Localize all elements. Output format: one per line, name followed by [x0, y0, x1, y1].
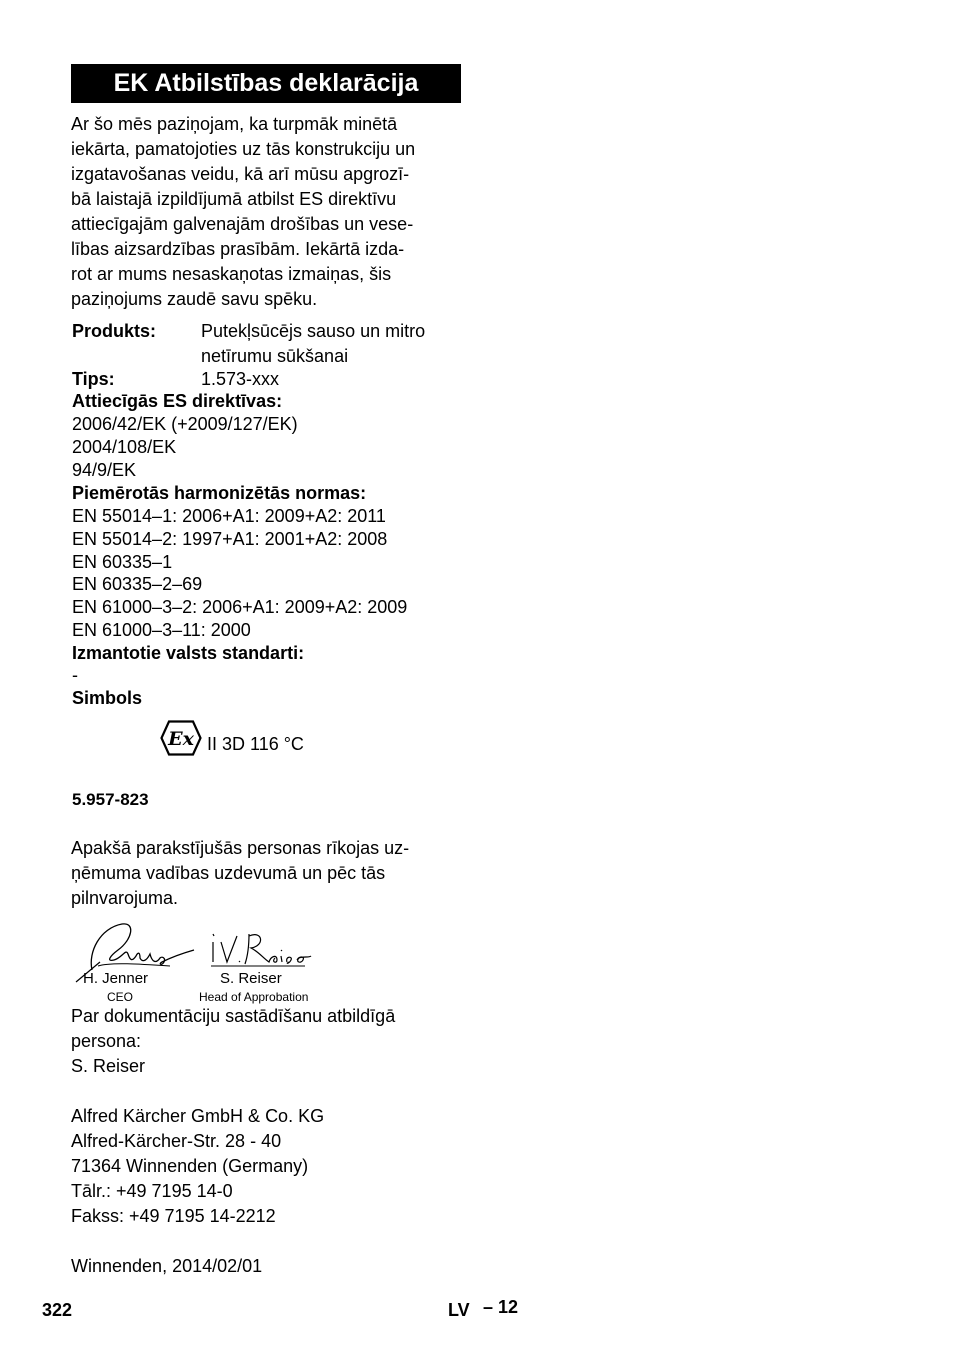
signature-reiser: [205, 928, 315, 973]
directives-heading: Attiecīgās ES direktīvas:: [72, 391, 283, 411]
type-label: Tips:: [72, 369, 115, 389]
company-address: [71, 1104, 324, 1229]
directive-item: 2004/108/EK: [72, 437, 177, 457]
page-title: EK Atbilstības deklarācija: [71, 64, 461, 103]
intro-line: attiecīgajām galvenajām drošības un vese-: [71, 214, 414, 234]
norm-item: EN 55014–1: 2006+A1: 2009+A2: 2011: [72, 506, 386, 526]
norm-item: EN 60335–1: [72, 552, 173, 572]
document-number: 5.957-823: [72, 790, 149, 809]
signers-intro-line: pilnvarojuma.: [71, 888, 179, 908]
product-value-line2: netīrumu sūkšanai: [201, 346, 349, 366]
type-value: 1.573-xxx: [201, 369, 280, 389]
language-code: LV: [448, 1300, 470, 1320]
intro-line: paziņojums zaudē savu spēku.: [71, 289, 318, 309]
signer-name: H. Jenner: [83, 970, 149, 987]
intro-paragraph: [71, 112, 463, 312]
signers-intro-line: ņēmuma vadības uzdevumā un pēc tās: [71, 863, 386, 883]
intro-line: izgatavošanas veidu, kā arī mūsu apgrozī-: [71, 164, 410, 184]
address-line: Tālr.: +49 7195 14-0: [71, 1181, 233, 1201]
page-number: 322: [42, 1300, 73, 1320]
intro-line: bā laistajā izpildījumā atbilst ES direktīvu: [71, 189, 397, 209]
address-line: 71364 Winnenden (Germany): [71, 1156, 309, 1176]
signer-role: Head of Approbation: [199, 990, 309, 1004]
intro-line: rot ar mums nesaskaņotas izmaiņas, šis: [71, 264, 392, 284]
svg-text:Ex: Ex: [168, 728, 194, 750]
intro-line: Ar šo mēs paziņojam, ka turpmāk minētā: [71, 114, 398, 134]
norm-item: EN 61000–3–2: 2006+A1: 2009+A2: 2009: [72, 597, 408, 617]
intro-line: lības aizsardzības prasībām. Iekārtā izda-: [71, 239, 405, 259]
norms-heading: Piemērotās harmonizētās normas:: [72, 483, 367, 503]
doc-responsible-line: S. Reiser: [71, 1056, 146, 1076]
product-label: Produkts:: [72, 321, 157, 341]
norm-item: EN 60335–2–69: [72, 574, 203, 594]
doc-responsible-line: Par dokumentāciju sastādīšanu atbildīgā: [71, 1006, 396, 1026]
product-value-line1: Putekļsūcējs sauso un mitro: [201, 321, 426, 341]
signers-intro: [71, 836, 409, 911]
signer-role: CEO: [107, 990, 134, 1004]
address-line: Fakss: +49 7195 14-2212: [71, 1206, 276, 1226]
ex-marking-text: II 3D 116 °C: [207, 734, 304, 754]
symbols-heading: Simbols: [72, 688, 143, 708]
place-date-text: Winnenden, 2014/02/01: [71, 1256, 263, 1276]
documentation-responsible: [71, 1004, 395, 1079]
national-standards-heading: Izmantotie valsts standarti:: [72, 643, 305, 663]
intro-line: iekārta, pamatojoties uz tās konstrukciju un: [71, 139, 416, 159]
place-date: [71, 1254, 262, 1279]
address-line: Alfred Kärcher GmbH & Co. KG: [71, 1106, 325, 1126]
directive-item: 2006/42/EK (+2009/127/EK): [72, 414, 298, 434]
doc-responsible-line: persona:: [71, 1031, 142, 1051]
directive-item: 94/9/EK: [72, 460, 137, 480]
norm-item: EN 55014–2: 1997+A1: 2001+A2: 2008: [72, 529, 388, 549]
address-line: Alfred-Kärcher-Str. 28 - 40: [71, 1131, 282, 1151]
norm-item: EN 61000–3–11: 2000: [72, 620, 251, 640]
signers-intro-line: Apakšā parakstījušās personas rīkojas uz-: [71, 838, 410, 858]
national-standards-value: -: [72, 665, 78, 685]
ex-explosion-protection-icon: [160, 720, 202, 756]
sub-page-number: – 12: [483, 1297, 519, 1317]
signer-name: S. Reiser: [220, 970, 282, 987]
